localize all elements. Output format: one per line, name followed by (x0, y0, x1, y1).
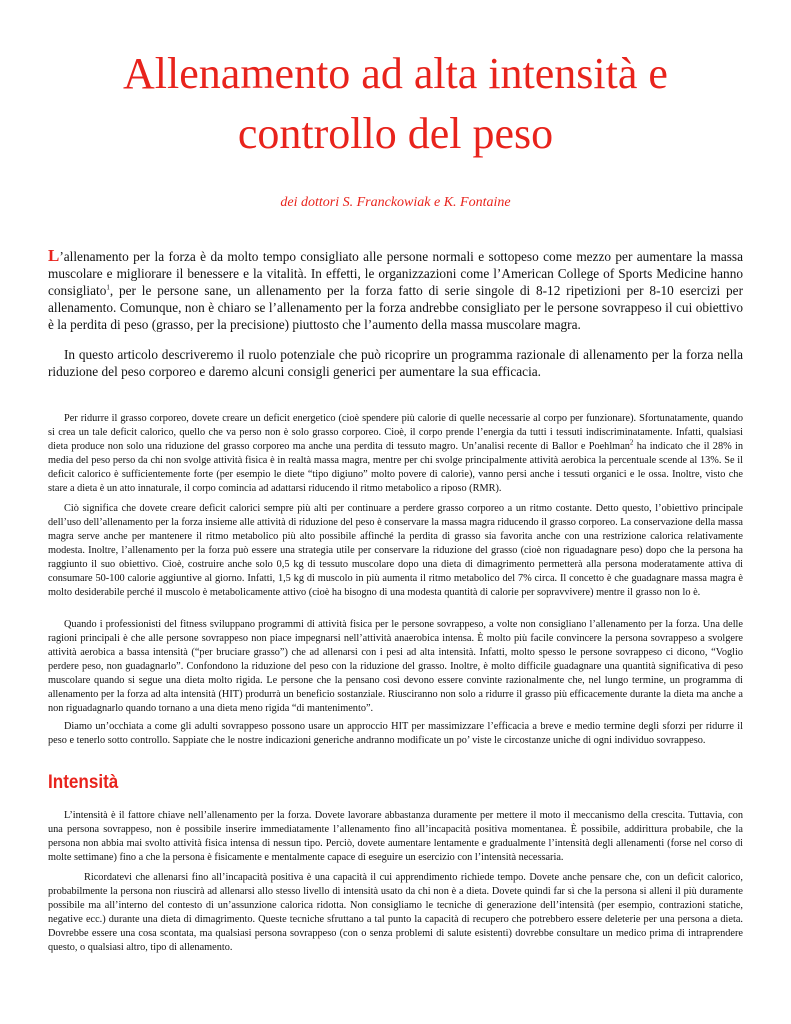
footnote-ref-1: 1 (106, 283, 110, 292)
body-paragraph-1 (48, 412, 743, 496)
section-heading-intensita: Intensità (48, 772, 119, 793)
intro-paragraph-1 (48, 247, 743, 333)
drop-cap: L (48, 246, 60, 265)
section-paragraph-1: L’intensità è il fattore chiave nell’allenamento per la forza. Dovete lavorare abbastanza duramente per mettere il moto il meccanismo della crescita. Tuttavia, con una persona sovrappeso, non è possibile inserire immediatamente l’allenamento fino all’incapacità positiva momentanea. È possibile, addirittura probabile, che la persona non abbia mai svolto attività fisica intensa di nessun tipo. Perciò, dovete aumentare lentamente e gradualmente l’intensità degli allenamenti (forse nel corso di molte settimane) fino a che la persona è fisicamente e mentalmente capace di eseguire un esercizio con l’intensità necessaria. (48, 810, 743, 863)
footnote-ref-2: 2 (629, 438, 634, 447)
section-paragraph-2: Ricordatevi che allenarsi fino all’incapacità positiva è una capacità il cui apprendimento richiede tempo. Dovete anche pensare che, con un deficit calorico, probabilmente la persona non riuscirà ad allenarsi allo stesso livello di intensità usato da chi non è a dieta. Dovete quindi far sì che la persona si alleni il più duramente possibile ma all’interno del contesto di un’assunzione calorica ridotta. Non consigliamo le tecniche di generazione dell’intensità (per esempio, contrazioni statiche, negative ecc.) durante una dieta di dimagrimento. Queste tecniche sfruttano a tal punto la capacità di recupero che potrebbero essere deleterie per una persona a dieta. Dovrebbe essere una cosa scontata, ma qualsiasi persona sovrappeso (con o senza problemi di salute esistenti) dovrebbe consultare un medico prima di intraprendere questo, o qualsiasi altro, tipo di allenamento. (48, 872, 743, 953)
intro-paragraph-2: In questo articolo descriveremo il ruolo potenziale che può ricoprire un programma razionale di allenamento per la forza nella riduzione del peso corporeo e daremo alcuni consigli generici per aumentare la sua efficacia. (48, 347, 743, 379)
title-line-2: controllo del peso (237, 109, 554, 158)
body-p1-text-b: ha indicato che il 28% in media del peso perso da chi non svolge attività fisica è in realtà massa magra, mentre per chi svolge principalmente attività aerobica la percentuale scende al 13%. Se il deficit calorico è sufficientemente forte (per esempio le diete “tipo digiuno” molto povere di calorie), vanno persi anche i tessuti organici e le ossa. Inoltre, visto che stare a dieta è un atto innaturale, il corpo comincia ad adattarsi riducendo il ritmo metabolico a riposo (RMR). (48, 441, 743, 494)
body-p1-text-a: Per ridurre il grasso corporeo, dovete creare un deficit energetico (cioè spendere più calorie di quelle necessarie al corpo per funzionare). Sfortunatamente, quando si crea un tale deficit calorico, quello che va perso non è solo grasso corporeo. Cioè, il corpo prende l’energia da tutti i tessuti indiscriminatamente. Infatti, qualsiasi dieta produce non solo una riduzione del grasso corporeo ma anche una perdita di tessuto magro. Un’analisi recente di Ballor e Poehlman (48, 413, 743, 452)
body-paragraph-4: Diamo un’occhiata a come gli adulti sovrappeso possono usare un approccio HIT per massimizzare l’efficacia a breve e medio termine degli sforzi per ridurre il peso e tenerlo sotto controllo. Sappiate che le nostre indicazioni generiche andranno modificate un po’ viste le circostanze uniche di ogni individuo sovrappeso. (48, 721, 743, 746)
title-line-1: Allenamento ad alta intensità e (123, 49, 668, 98)
body-paragraph-2: Ciò significa che dovete creare deficit calorici sempre più alti per continuare a perdere grasso corporeo a un ritmo costante. Detto questo, l’obiettivo principale dell’uso dell’allenamento per la forza insieme alle attività di riduzione del peso è conservare la massa magra riducendo il grasso corporeo. La conservazione della massa magra serve anche per mantenere il ritmo metabolico più alto possibile affinché la perdita di grasso sia favorita anche con una restrizione calorica relativamente modesta. Inoltre, l’allenamento per la forza può essere una strategia utile per conservare la riduzione del grasso (cioè non riguadagnare peso) dopo che la persona ha raggiunto il suo obiettivo. Cioè, costruire anche solo 0,5 kg di tessuto muscolare dopo una dieta di dimagrimento permetterà alla persona moderatamente attiva di consumare 50-100 calorie aggiuntive al giorno. Infatti, 1,5 kg di muscolo in più aumenta il ritmo metabolico del 7% circa. Il concetto è che guadagnare massa magra è molto desiderabile perché il muscolo è metabolicamente attivo (cioè ha bisogno di una modesta quantità di calorie per sopravvivere) mentre il grasso non lo è. (48, 503, 743, 598)
intro-p1-text-a: ’allenamento per la forza è da molto tempo consigliato alle persone normali e sottopeso come mezzo per aumentare la massa muscolare e migliorare il benessere e la vitalità. In effetti, le organizzazioni come l’American College of Sports Medicine hanno consigliato (48, 249, 743, 298)
intro-p1-text-b: , per le persone sane, un allenamento per la forza fatto di serie singole di 8-12 ripetizioni per 8-10 esercizi per allenamento. Comunque, non è chiaro se l’allenamento per la forza andrebbe consigliato per le persone sovrappeso il cui obiettivo è la perdita di peso (grasso, per la precisione) piuttosto che l’aumento della massa muscolare magra. (48, 283, 743, 332)
authors-byline: dei dottori S. Franckowiak e K. Fontaine (280, 195, 511, 210)
page-title (40, 44, 751, 164)
body-paragraph-3: Quando i professionisti del fitness sviluppano programmi di attività fisica per le persone sovrappeso, a volte non consigliano l’allenamento per la forza. Una delle ragioni principali è che alle persone sovrappeso non piace impegnarsi nell’attività anaerobica intensa. È molto più facile convincere la persona sovrappeso a svolgere attività aerobica a bassa intensità (“per bruciare grasso”) che ad allenarsi con i pesi ad alta intensità. Infatti, molto spesso le persone sovrappeso ci dicono, “Voglio perdere peso, non guadagnarlo”. Confondono la riduzione del peso con la riduzione del grasso. Inoltre, è molto difficile guadagnare una quantità significativa di peso muscolare quando si segue una dieta molto rigida. Le persone che la pensano così devono essere convinte razionalmente che, nel lungo termine, un programma di allenamento per la forza ad alta intensità (HIT) produrrà un beneficio sostanziale. Riusciranno non solo a ridurre il grasso più efficacemente durante la dieta ma anche a non riguadagnarlo quando tornano a una dieta meno rigida “di mantenimento”. (48, 619, 743, 714)
